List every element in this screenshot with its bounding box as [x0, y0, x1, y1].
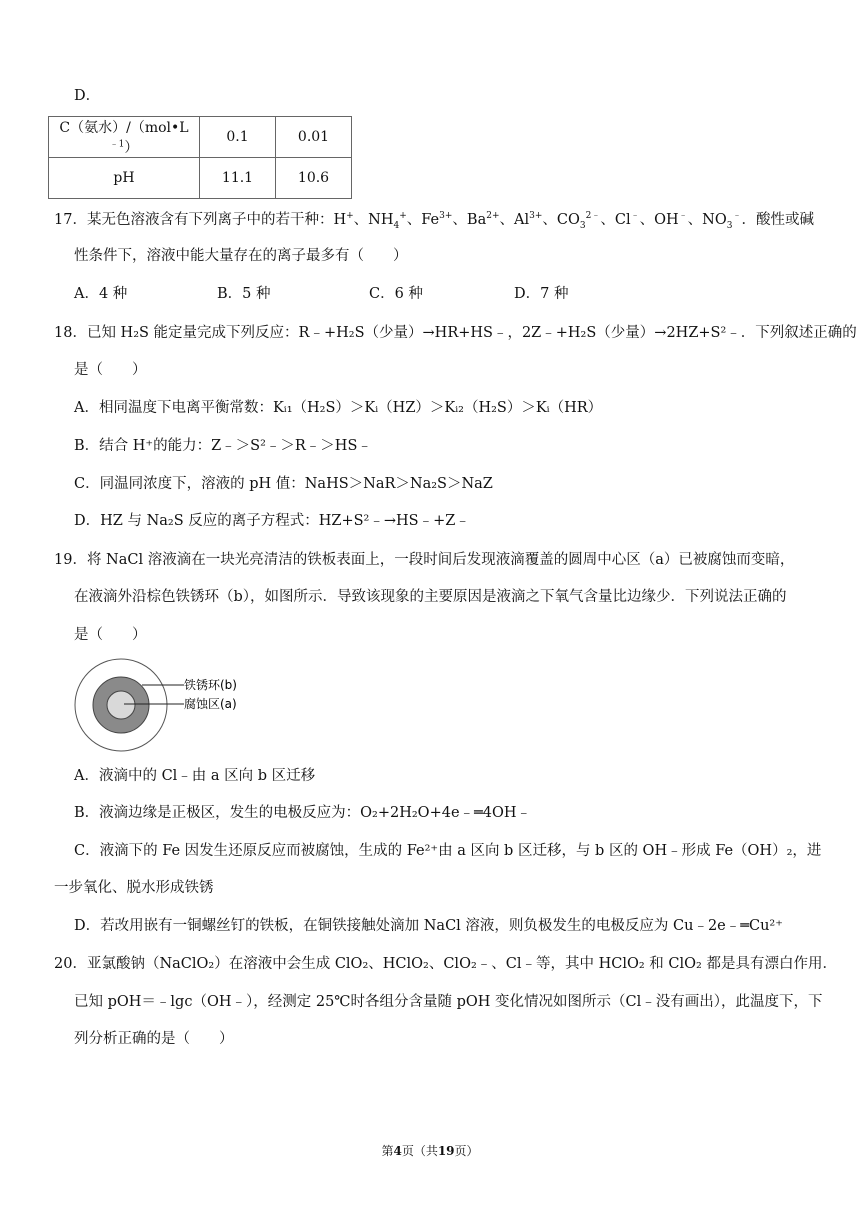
q19-option-d: D．若改用嵌有一铜螺丝钉的铁板，在铜铁接触处滴加 NaCl 溶液，则负极发生的电极反应为 Cu﹣2e﹣═Cu²⁺ — [74, 918, 783, 934]
q19-option-b: B．液滴边缘是正极区，发生的电极反应为：O₂+2H₂O+4e﹣═4OH﹣ — [74, 805, 532, 821]
q17-option-a: A．4 种 — [74, 286, 128, 302]
table-header-cell: C（氨水）$/(mol•L^{﹣1})$ — [49, 117, 200, 158]
q19-stem-line2: 在液滴外沿棕色铁锈环（b），如图所示．导致该现象的主要原因是液滴之下氧气含量比边缘少．下列说法正确的 — [74, 589, 787, 605]
q18-option-b: B．结合 H⁺的能力：Z﹣＞S²﹣＞R﹣＞HS﹣ — [74, 438, 372, 454]
q18-option-a: A．相同温度下电离平衡常数：Kᵢ₁（H₂S）＞Kᵢ（HZ）＞Kᵢ₂（H₂S）＞Kᵢ（HR） — [74, 400, 603, 416]
q18-option-d: D．HZ 与 Na₂S 反应的离子方程式：HZ+S²﹣→HS﹣+Z﹣ — [74, 513, 470, 529]
q18-stem-line1: 18．已知 H₂S 能定量完成下列反应：R﹣+H₂S（少量）→HR+HS﹣，2Z﹣+H₂S（少量）→2HZ+S²﹣．下列叙述正确的 — [54, 325, 857, 341]
q20-stem-line1: 20．亚氯酸钠（NaClO₂）在溶液中会生成 ClO₂、HClO₂、ClO₂﹣、Cl﹣等，其中 HClO₂ 和 ClO₂ 都是具有漂白作用． — [54, 956, 837, 972]
page-footer: 第4页（共19页） — [381, 1144, 479, 1158]
q19-stem-line1: 19．将 NaCl 溶液滴在一块光亮清洁的铁板表面上，一段时间后发现液滴覆盖的圆周中心区（a）已被腐蚀而变暗， — [54, 552, 795, 568]
table-cell: 0.1 — [200, 117, 276, 158]
q17-option-c: C．6 种 — [369, 286, 423, 302]
table-cell: 10.6 — [276, 158, 352, 199]
page-total: 19 — [437, 1144, 455, 1158]
q18-option-c: C．同温同浓度下，溶液的 pH 值：NaHS＞NaR＞Na₂S＞NaZ — [74, 476, 493, 492]
table-row — [49, 158, 352, 199]
page-number: 4 — [393, 1144, 402, 1158]
q19-option-c-line1: C．液滴下的 Fe 因发生还原反应而被腐蚀，生成的 Fe²⁺由 a 区向 b 区迁移，与 b 区的 OH﹣形成 Fe（OH）₂，进 — [74, 843, 822, 859]
rust-ring-label: 铁锈环(b) — [184, 678, 237, 692]
q17-option-b: B．5 种 — [217, 286, 271, 302]
table-row — [49, 117, 352, 158]
table-header-cell: pH — [49, 158, 200, 199]
rust-ring-figure — [72, 657, 262, 753]
q20-stem-line2: 已知 pOH＝﹣lgc（OH﹣），经测定 25℃时各组分含量随 pOH 变化情况如图所示（Cl﹣没有画出），此温度下，下 — [74, 994, 823, 1010]
option-d-label: D． — [74, 88, 101, 104]
corroded-area-circle — [107, 691, 135, 719]
table-cell: 0.01 — [276, 117, 352, 158]
q17-stem-line2: 性条件下，溶液中能大量存在的离子最多有（ ） — [74, 248, 408, 264]
q17-stem-line1: 17．某无色溶液含有下列离子中的若干种：H+、$NH_4^+$、$Fe^{3+}$、$Ba^{2+}$、$Al^{3+}$、$CO_3^{2﹣}$、Cl﹣、OH﹣、$NO_3^﹣$．酸性或碱 — [54, 211, 814, 231]
corroded-area-label: 腐蚀区(a) — [184, 697, 237, 711]
q19-option-a: A．液滴中的 Cl﹣由 a 区向 b 区迁移 — [74, 768, 316, 784]
table-cell: 11.1 — [200, 158, 276, 199]
q19-stem-line3: 是（ ） — [74, 627, 147, 643]
ammonia-ph-table — [48, 116, 352, 199]
q18-stem-line2: 是（ ） — [74, 362, 147, 378]
q17-option-d: D．7 种 — [514, 286, 569, 302]
q19-option-c-line2: 一步氧化、脱水形成铁锈 — [54, 880, 214, 896]
q20-stem-line3: 列分析正确的是（ ） — [74, 1031, 234, 1047]
